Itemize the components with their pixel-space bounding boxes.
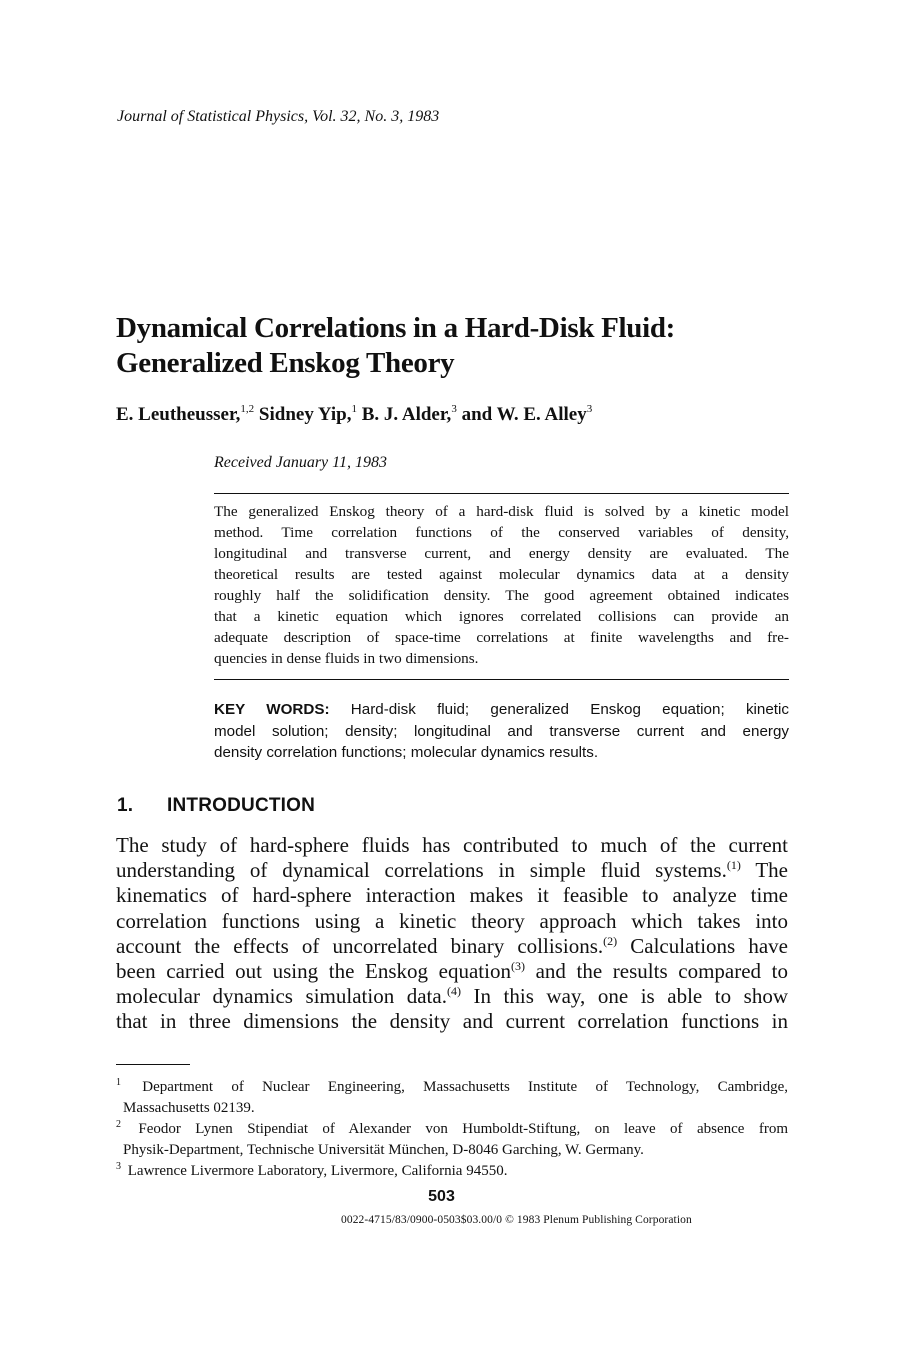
abstract [214,501,789,669]
title-line-1: Dynamical Correlations in a Hard-Disk Fluid: [116,312,676,344]
citation: (1) [726,858,741,873]
author-affiliation: 1 [351,403,357,415]
footnote-text: Department of Nuclear Engineering, Massachusetts Institute of Technology, Cambridge, [124,1079,788,1095]
footnote-line: $^3$ Lawrence Livermore Laboratory, Livermore, California 94550. [116,1161,508,1179]
footnotes [116,1077,788,1182]
author-affiliation: 1,2 [240,403,255,415]
keywords [214,699,789,764]
abstract-top-rule [214,493,789,494]
keywords-text: Hard-disk fluid; generalized Enskog equation; kinetic [329,701,789,718]
body-line [116,984,788,1009]
author-list [116,404,592,426]
body-text-segment: understanding of dynamical correlations in simple fluid systems. [116,858,727,883]
footnote-text: Lawrence Livermore Laboratory, Livermore, California 94550. [124,1163,508,1179]
footnote-3 [116,1161,788,1182]
author-name: E. Leutheusser, [116,404,241,425]
keywords-label: KEY WORDS: [214,701,330,718]
citation: (4) [446,984,461,999]
body-line: kinematics of hard-sphere interaction makes it feasible to analyze time [116,883,788,908]
page-number-text: 503 [428,1188,455,1205]
body-line: that in three dimensions the density and current correlation functions in [116,1009,788,1034]
footnote-rule [116,1064,190,1065]
abstract-line: The generalized Enskog theory of a hard-disk fluid is solved by a kinetic model [214,503,789,520]
body-line: The study of hard-sphere fluids has contributed to much of the current [116,833,788,857]
body-text-segment: Calculations have [617,933,788,958]
author-affiliation: 3 [451,403,457,415]
footnote-2 [116,1119,788,1161]
body-line [116,934,788,959]
keywords-line [214,699,789,721]
keywords-line: density correlation functions; molecular dynamics results. [214,744,599,761]
received-date: Received January 11, 1983 [214,454,387,471]
author-name: and W. E. Alley [456,404,587,425]
abstract-line: theoretical results are tested against molecular dynamics data at a density [214,566,789,583]
copyright-line: 0022-4715/83/0900-0503$03.00/0 © 1983 Plenum Publishing Corporation [341,1214,692,1226]
body-text [116,833,788,1035]
abstract-line: longitudinal and transverse current, and energy density are evaluated. The [214,545,789,562]
keywords-line: model solution; density; longitudinal and transverse current and energy [214,722,789,740]
body-text-segment: The [740,858,788,883]
footnote-line: $^2$ Feodor Lynen Stipendiat of Alexander von Humboldt-Stiftung, on leave of absence from [116,1119,788,1137]
title-line-2: Generalized Enskog Theory [116,347,455,379]
body-text-segment: In this way, one is able to show [460,984,788,1009]
author-affiliation: 3 [586,403,593,415]
journal-header: Journal of Statistical Physics, Vol. 32, No. 3, 1983 [117,108,440,125]
citation: (2) [603,933,618,948]
abstract-line: roughly half the solidification density. The good agreement obtained indicates [214,587,789,604]
section-heading [117,795,315,817]
footnote-line: $^1$ Department of Nuclear Engineering, Massachusetts Institute of Technology, Cambridge, [116,1077,788,1095]
abstract-line: method. Time correlation functions of the conserved variables of density, [214,524,789,541]
body-line [116,959,788,984]
abstract-bottom-rule [214,679,789,680]
footnote-1 [116,1077,788,1119]
footnote-text: Feodor Lynen Stipendiat of Alexander von Humboldt-Stiftung, on leave of absence from [124,1121,788,1137]
author-name: B. J. Alder, [356,404,452,425]
author-name: Sidney Yip, [254,404,352,425]
section-number: 1. [117,795,134,816]
section-title: INTRODUCTION [167,795,316,816]
body-text-segment: molecular dynamics simulation data. [116,984,447,1009]
abstract-line: adequate description of space-time correlations at finite wavelengths and fre- [214,629,789,646]
body-text-segment: account the effects of uncorrelated binary collisions. [116,933,604,958]
page-number [0,1188,901,1206]
citation: (3) [510,959,525,974]
paper-title [116,311,796,381]
body-line: correlation functions using a kinetic theory approach which takes into [116,908,788,933]
abstract-line: that a kinetic equation which ignores correlated collisions can provide an [214,608,789,625]
body-text-segment: been carried out using the Enskog equation [116,959,511,984]
body-line [116,858,788,883]
body-text-segment: and the results compared to [524,959,789,984]
footnote-line: Physik-Department, Technische Universität München, D-8046 Garching, W. Germany. [123,1142,644,1158]
footnote-line: Massachusetts 02139. [123,1100,255,1116]
abstract-line: quencies in dense fluids in two dimensions. [214,650,479,667]
